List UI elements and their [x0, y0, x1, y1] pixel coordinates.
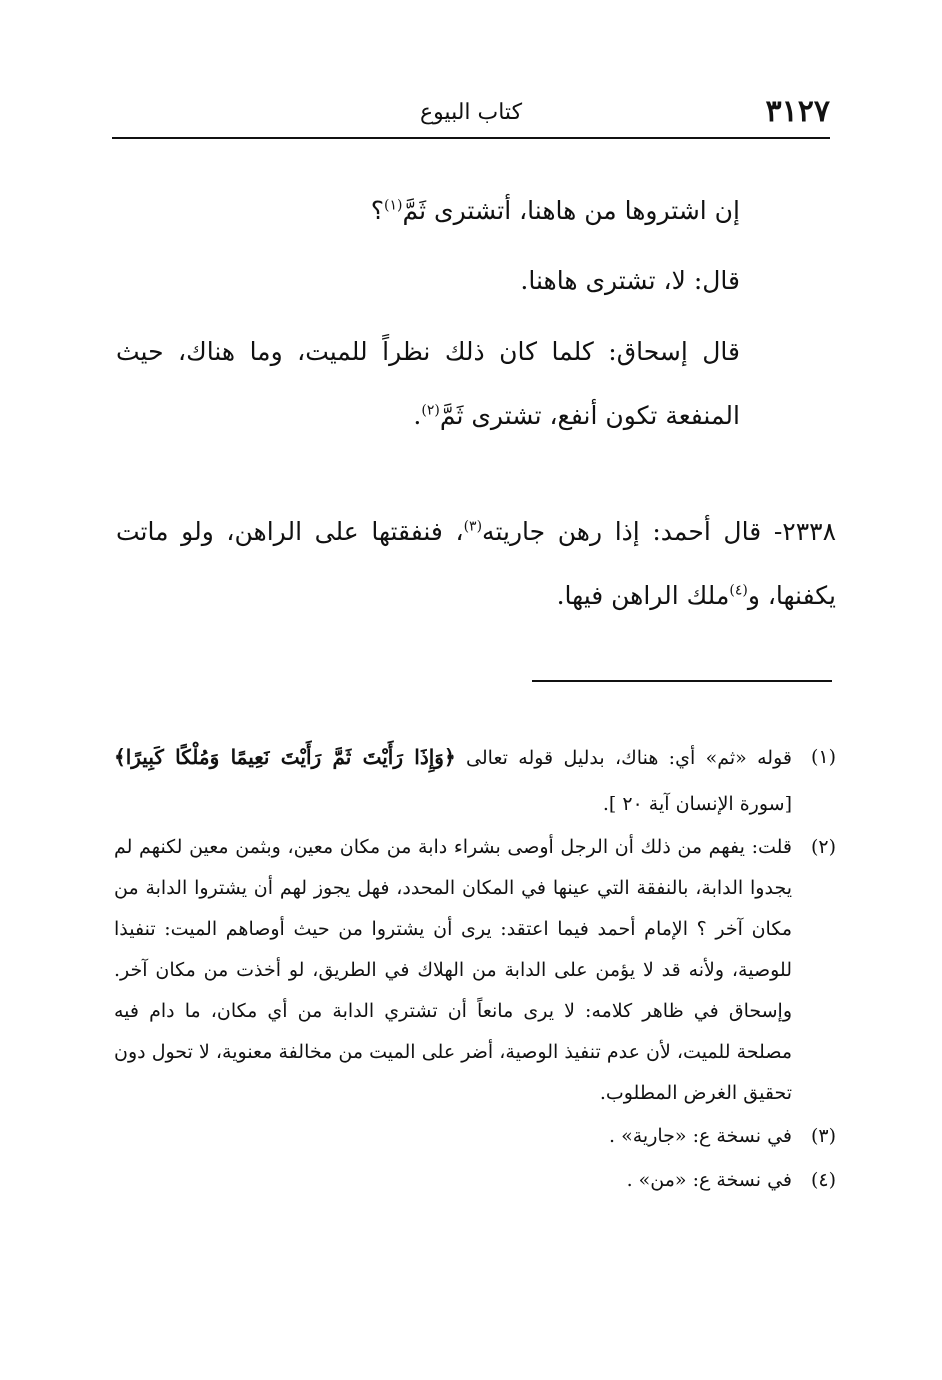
chapter-title: كتاب البيوع — [419, 100, 523, 125]
page-number: ٣١٢٧ — [765, 94, 830, 129]
footnote-4-number: (٤) — [810, 1169, 836, 1191]
quran-verse: ﴿وَإِذَا رَأَيْتَ ثَمَّ رَأَيْتَ نَعِيمًا وَمُلْكًا كَبِيرًا﴾ — [114, 745, 456, 769]
page-header — [112, 92, 830, 138]
paragraph-3 — [116, 320, 740, 448]
footnote-ref-2: (٢) — [421, 402, 440, 419]
paragraph-1-text: إن اشتروها من هاهنا، أتشترى ثَمَّ — [402, 196, 740, 225]
paragraph-2338-text-b: ، فنفقتها على الراهن، ولو ماتت يكفنها، و — [116, 517, 836, 610]
paragraph-2338-text-c: ملك الراهن فيها. — [556, 581, 730, 610]
paragraph-2338 — [116, 500, 836, 628]
footnote-2-text: قلت: يفهم من ذلك أن الرجل أوصى بشراء دابة من مكان معين، وبثمن معين لكنهم لم يجدوا الدابة، بالنفقة التي عينها في المكان المحدد، فهل يجوز لهم أن يشتروا الدابة من مكان آخر ؟ الإمام أحمد فيما اعتقد: يرى أن يشتروا من حيث أوصاهم الميت: تنفيذا للوصية، ولأنه قد لا يؤمن على الدابة من الهلاك في الطريق، لو أخذت من مكان آخر. وإسحاق في ظاهر كلامه: لا يرى مانعاً أن تشتري الدابة من أي مكان، ما دام فيه مصلحة للميت، لأن عدم تنفيذ الوصية، أضر على الميت من مخالفة معنوية، لا تحول دون تحقيق الغرض المطلوب. — [114, 836, 792, 1104]
footnote-3 — [114, 1114, 836, 1158]
footnote-1-number: (١) — [810, 746, 836, 768]
footnote-ref-4: (٤) — [729, 582, 748, 599]
footnote-2 — [114, 827, 836, 1114]
footnote-2-number: (٢) — [810, 836, 836, 858]
paragraph-3-end: . — [413, 401, 422, 430]
entry-number: ٢٣٣٨- — [773, 517, 837, 546]
footnote-separator — [532, 680, 832, 682]
footnote-4 — [114, 1158, 836, 1202]
paragraph-1-end: ؟ — [370, 196, 385, 225]
footnote-1-text-b: [سورة الإنسان آية ٢٠ ]. — [602, 793, 792, 815]
footnote-4-text: في نسخة ع: «من» . — [626, 1169, 792, 1191]
footnote-3-text: في نسخة ع: «جارية» . — [609, 1125, 792, 1147]
paragraph-3-text: قال إسحاق: كلما كان ذلك نظراً للميت، وما هناك، حيث المنفعة تكون أنفع، تشترى ثَمَّ — [116, 337, 740, 430]
paragraph-2: قال: لا، تشترى هاهنا. — [520, 266, 740, 295]
paragraph-2338-text-a: قال أحمد: إذا رهن جاريته — [482, 517, 762, 546]
footnotes — [114, 734, 836, 1202]
footnote-ref-1: (١) — [384, 197, 403, 214]
footnote-1-text-a: قوله «ثم» أي: هناك، بدليل قوله تعالى — [466, 747, 792, 769]
footnote-3-number: (٣) — [810, 1125, 836, 1147]
header-rule — [112, 137, 830, 139]
paragraph-1 — [116, 186, 740, 236]
footnote-ref-3: (٣) — [463, 518, 483, 535]
footnote-1 — [114, 734, 836, 827]
